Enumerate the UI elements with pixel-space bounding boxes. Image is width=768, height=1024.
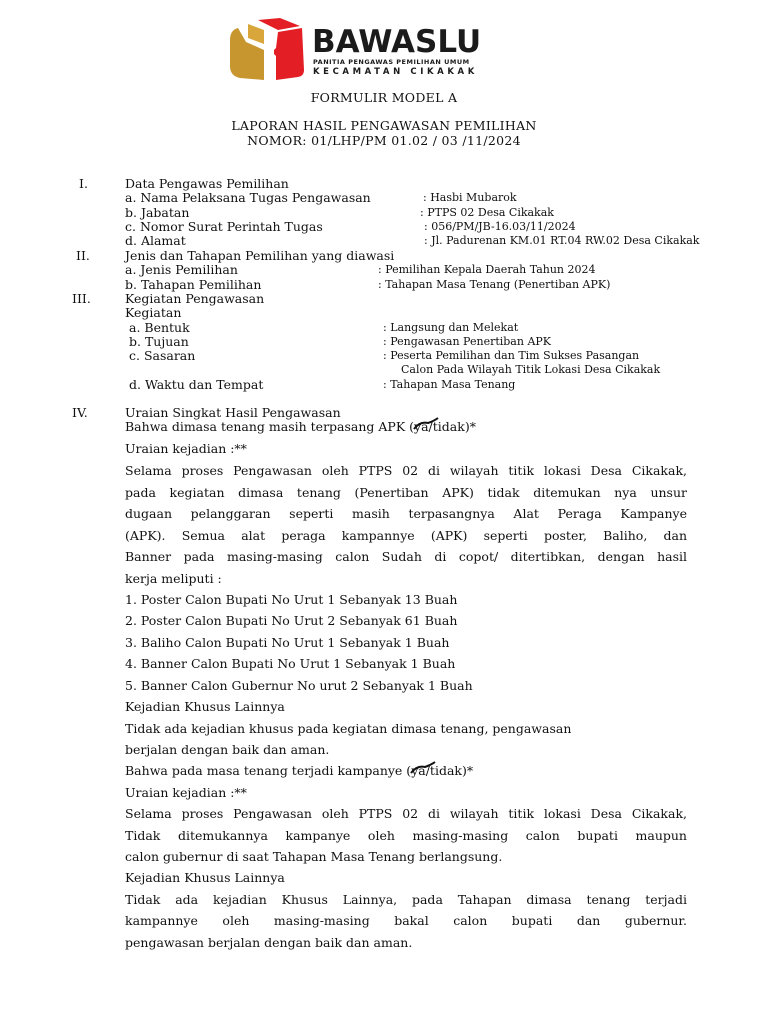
struck-ya-1: ya/ xyxy=(414,419,433,434)
para1-line-4: (APK). Semua alat peraga kampannye (APK) seperti poster, Baliho, dan xyxy=(125,528,687,543)
khusus2-line-1: Tidak ada kejadian Khusus Lainnya, pada Tahapan dimasa tenang terjadi xyxy=(125,892,687,907)
uraian-label-1: Uraian kejadian :** xyxy=(125,441,247,456)
para2-line-2: Tidak ditemukannya kampanye oleh masing-masing calon bupati maupun xyxy=(125,828,687,843)
section-2-title: Jenis dan Tahapan Pemilihan yang diawasi xyxy=(125,248,395,263)
para2-line-1: Selama proses Pengawasan oleh PTPS 02 di wilayah titik lokasi Desa Cikakak, xyxy=(125,806,687,821)
bawaslu-emblem-icon xyxy=(228,16,308,82)
field-label-nomor-surat: c. Nomor Surat Perintah Tugas xyxy=(125,219,323,234)
list-item-1: 1. Poster Calon Bupati No Urut 1 Sebanyak 13 Buah xyxy=(125,592,458,607)
section-2-number: II. xyxy=(76,248,90,263)
strike-mark-icon xyxy=(412,417,438,431)
section-1-number: I. xyxy=(79,176,88,191)
section-3-number: III. xyxy=(72,291,91,306)
logo-subtitle-1: PANITIA PENGAWAS PEMILIHAN UMUM xyxy=(313,58,470,66)
field-value-jabatan: : PTPS 02 Desa Cikakak xyxy=(420,206,554,219)
field-value-tujuan: : Pengawasan Penertiban APK xyxy=(383,335,552,348)
field-value-tahapan: : Tahapan Masa Tenang (Penertiban APK) xyxy=(378,278,611,291)
struck-ya-2: ya/ xyxy=(411,763,430,779)
para1-line-3: dugaan pelanggaran seperti masih terpasangnya Alat Peraga Kampanye xyxy=(125,506,687,521)
field-label-bentuk: a. Bentuk xyxy=(129,320,190,335)
section-1-title: Data Pengawas Pemilihan xyxy=(125,176,289,191)
field-value-sasaran-cont: Calon Pada Wilayah Titik Lokasi Desa Cikakak xyxy=(401,363,661,376)
para1-line-6: kerja meliputi : xyxy=(125,571,222,586)
question-apk: Bahwa dimasa tenang masih terpasang APK (ya/ tidak)* xyxy=(125,419,476,434)
para1-line-5: Banner pada masing-masing calon Sudah di copot/ ditertibkan, dengan hasil xyxy=(125,549,687,564)
section-3-title: Kegiatan Pengawasan xyxy=(125,291,265,306)
field-label-alamat: d. Alamat xyxy=(125,233,186,248)
khusus2-line-3: pengawasan berjalan dengan baik dan aman. xyxy=(125,935,413,950)
field-value-nama: : Hasbi Mubarok xyxy=(423,191,517,204)
field-value-nomor-surat: : 056/PM/JB-16.03/11/2024 xyxy=(424,220,576,233)
khusus1-line-1: Tidak ada kejadian khusus pada kegiatan dimasa tenang, pengawasan xyxy=(125,721,572,736)
field-value-sasaran: : Peserta Pemilihan dan Tim Sukses Pasangan xyxy=(383,349,640,362)
list-item-2: 2. Poster Calon Bupati No Urut 2 Sebanyak 61 Buah xyxy=(125,613,458,628)
strike-mark-icon xyxy=(409,761,435,775)
logo-subtitle-2: KECAMATAN CIKAKAK xyxy=(313,67,478,77)
report-title: LAPORAN HASIL PENGAWASAN PEMILIHAN xyxy=(231,118,537,133)
khusus1-line-2: berjalan dengan baik dan aman. xyxy=(125,742,330,757)
field-value-bentuk: : Langsung dan Melekat xyxy=(383,321,519,334)
field-label-jabatan: b. Jabatan xyxy=(125,205,190,220)
field-value-alamat: : Jl. Padurenan KM.01 RT.04 RW.02 Desa Cikakak xyxy=(424,234,700,247)
para1-line-1: Selama proses Pengawasan oleh PTPS 02 di wilayah titik lokasi Desa Cikakak, xyxy=(125,463,687,478)
para2-line-3: calon gubernur di saat Tahapan Masa Tenang berlangsung. xyxy=(125,849,503,864)
report-number: NOMOR: 01/LHP/PM 01.02 / 03 /11/2024 xyxy=(247,133,521,148)
list-item-5: 5. Banner Calon Gubernur No urut 2 Sebanyak 1 Buah xyxy=(125,678,473,693)
field-value-jenis: : Pemilihan Kepala Daerah Tahun 2024 xyxy=(378,263,596,276)
para1-line-2: pada kegiatan dimasa tenang (Penertiban APK) tidak ditemukan nya unsur xyxy=(125,485,687,500)
khusus-label-2: Kejadian Khusus Lainnya xyxy=(125,870,285,885)
section-3-subtitle: Kegiatan xyxy=(125,305,182,320)
uraian-label-2: Uraian kejadian :** xyxy=(125,785,247,800)
field-label-jenis: a. Jenis Pemilihan xyxy=(125,262,238,277)
field-label-waktu: d. Waktu dan Tempat xyxy=(129,377,264,392)
logo-brand-name: BAWASLU xyxy=(312,24,482,60)
field-label-nama: a. Nama Pelaksana Tugas Pengawasan xyxy=(125,190,371,205)
field-label-tahapan: b. Tahapan Pemilihan xyxy=(125,277,262,292)
question-kampanye: Bahwa pada masa tenang terjadi kampanye (ya/ tidak)* xyxy=(125,763,474,778)
khusus-label-1: Kejadian Khusus Lainnya xyxy=(125,699,285,714)
section-4-number: IV. xyxy=(72,405,88,420)
list-item-4: 4. Banner Calon Bupati No Urut 1 Sebanyak 1 Buah xyxy=(125,656,456,671)
field-value-waktu: : Tahapan Masa Tenang xyxy=(383,378,516,391)
section-4-title: Uraian Singkat Hasil Pengawasan xyxy=(125,405,341,420)
list-item-3: 3. Baliho Calon Bupati No Urut 1 Sebanyak 1 Buah xyxy=(125,635,450,650)
khusus2-line-2: kampannye oleh masing-masing bakal calon bupati dan gubernur. xyxy=(125,913,687,928)
field-label-sasaran: c. Sasaran xyxy=(129,348,196,363)
field-label-tujuan: b. Tujuan xyxy=(129,334,189,349)
bawaslu-logo xyxy=(228,16,528,82)
form-title: FORMULIR MODEL A xyxy=(310,90,458,105)
